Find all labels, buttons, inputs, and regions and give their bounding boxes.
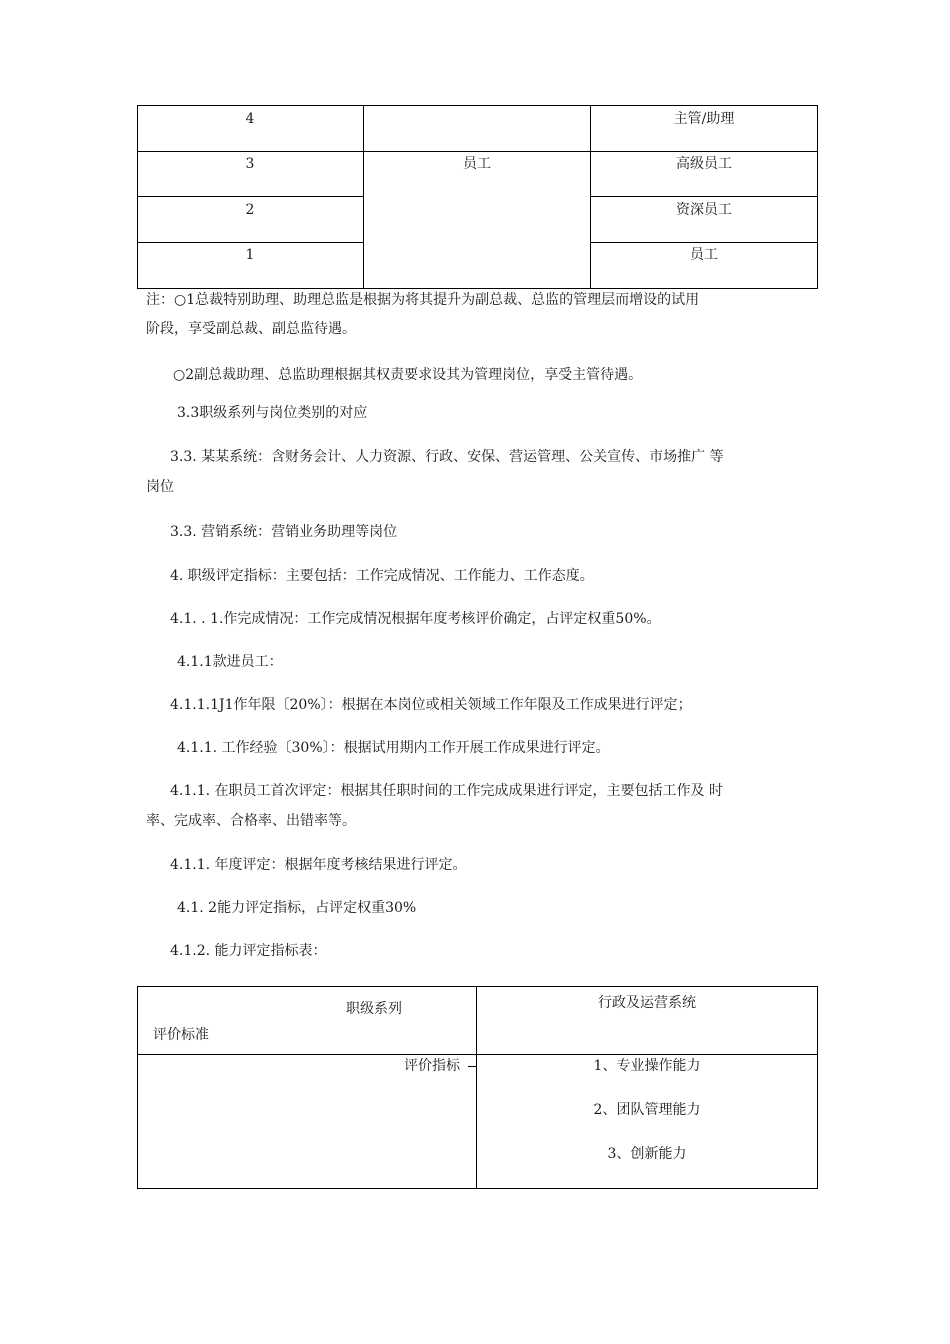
table-border bbox=[590, 196, 818, 197]
level-cell: 4 bbox=[245, 111, 255, 127]
paragraph: 4.1.1.1J1作年限〔20%〕：根据在本岗位或相关领域工作年限及工作成果进行评定； bbox=[170, 697, 692, 713]
note-1-line-1: 注：○1总裁特别助理、助理总监是根据为将其提升为副总裁、总监的管理层而增设的试用 bbox=[146, 292, 700, 308]
table-border bbox=[137, 1054, 818, 1055]
table-border bbox=[817, 986, 818, 1189]
paragraph: 岗位 bbox=[146, 479, 174, 495]
indicator-item: 1、专业操作能力 bbox=[593, 1058, 701, 1074]
paragraph: 率、完成率、合格率、出错率等。 bbox=[146, 813, 356, 829]
paragraph: 4.1.2. 能力评定指标表： bbox=[170, 943, 327, 959]
title-cell: 高级员工 bbox=[676, 156, 732, 172]
table-border bbox=[590, 151, 818, 152]
table-border bbox=[590, 242, 818, 243]
indicator-item: 2、团队管理能力 bbox=[593, 1102, 701, 1118]
paragraph: 4. 职级评定指标：主要包括：工作完成情况、工作能力、工作态度。 bbox=[170, 568, 594, 584]
header-system: 行政及运营系统 bbox=[598, 995, 696, 1011]
paragraph: 4.1. . 1.作完成情况：工作完成情况根据年度考核评价确定，占评定权重50%。 bbox=[170, 611, 661, 627]
level-cell: 3 bbox=[245, 156, 255, 172]
header-series: 职级系列 bbox=[346, 1001, 402, 1017]
table-border bbox=[137, 986, 818, 987]
indicator-dash bbox=[468, 1066, 476, 1067]
table-border bbox=[137, 288, 818, 289]
indicator-label: 评价指标 bbox=[404, 1058, 460, 1074]
paragraph: 4.1.1. 工作经验〔30%〕：根据试用期内工作开展工作成果进行评定。 bbox=[177, 740, 610, 756]
paragraph: 4.1.1. 在职员工首次评定：根据其任职时间的工作完成成果进行评定，主要包括工作及 时 bbox=[170, 783, 723, 799]
paragraph: 3.3. 某某系统：含财务会计、人力资源、行政、安保、营运管理、公关宣传、市场推广 等 bbox=[170, 449, 724, 465]
paragraph: 4.1.1. 年度评定：根据年度考核结果进行评定。 bbox=[170, 857, 467, 873]
paragraph: 4.1.1款进员工： bbox=[177, 654, 283, 670]
table-border bbox=[363, 105, 364, 289]
table-border bbox=[137, 242, 364, 243]
indicator-item: 3、创新能力 bbox=[607, 1146, 687, 1162]
table-border bbox=[137, 151, 364, 152]
note-1-line-2: 阶段，享受副总裁、副总监待遇。 bbox=[146, 321, 356, 337]
table-border bbox=[137, 986, 138, 1189]
title-cell: 资深员工 bbox=[676, 202, 732, 218]
paragraph: 4.1. 2能力评定指标，占评定权重30% bbox=[177, 900, 417, 916]
table-border bbox=[137, 105, 818, 106]
header-standard: 评价标准 bbox=[153, 1027, 209, 1043]
note-2: ○2副总裁助理、总监助理根据其权责要求设其为管理岗位，享受主管待遇。 bbox=[173, 367, 643, 383]
section-3-3-heading: 3.3职级系列与岗位类别的对应 bbox=[177, 405, 368, 421]
category-cell: 员工 bbox=[463, 156, 491, 172]
table-border bbox=[137, 1188, 818, 1189]
title-cell: 主管/助理 bbox=[673, 111, 735, 127]
table-border bbox=[364, 151, 590, 152]
table-border bbox=[137, 196, 364, 197]
paragraph: 3.3. 营销系统：营销业务助理等岗位 bbox=[170, 524, 398, 540]
level-cell: 1 bbox=[245, 247, 255, 263]
level-cell: 2 bbox=[245, 202, 255, 218]
title-cell: 员工 bbox=[690, 247, 718, 263]
